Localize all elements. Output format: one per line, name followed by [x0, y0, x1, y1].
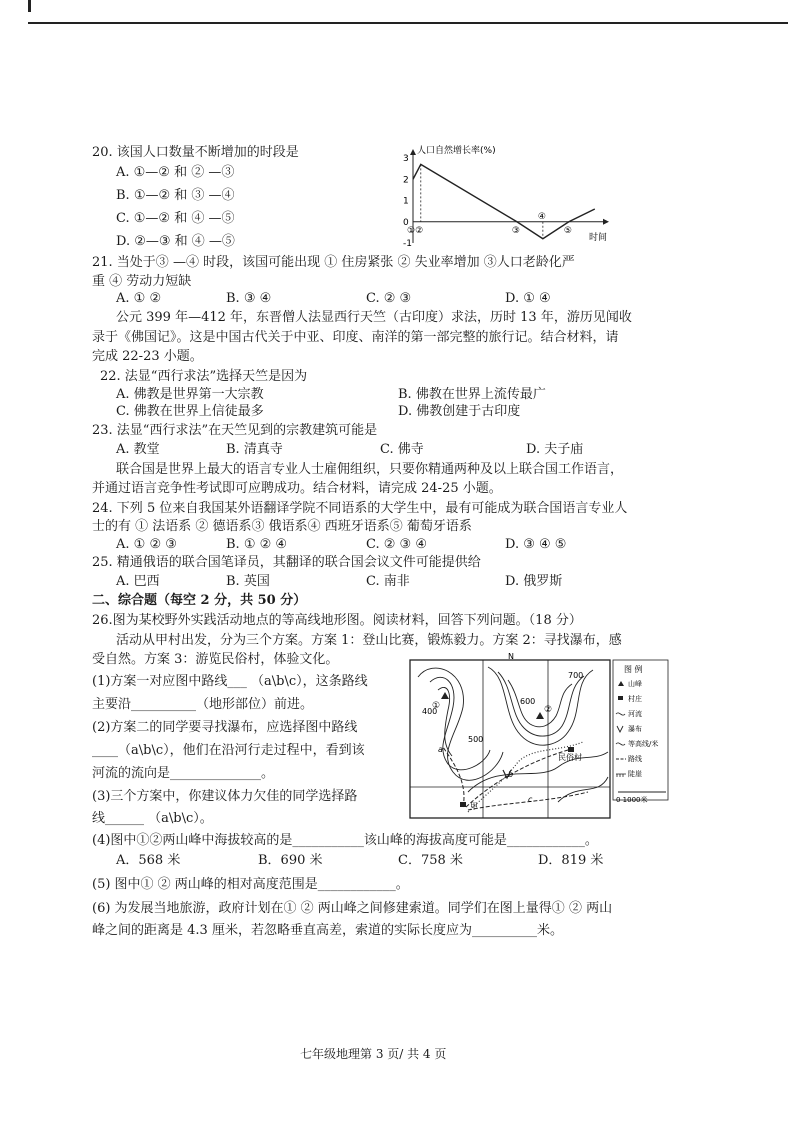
q21-option-c: C. ② ③: [366, 291, 412, 306]
contour-label-400: 400: [422, 707, 438, 716]
chart-y-axis-arrow: [410, 149, 416, 155]
passage2-line2: 并通过语言竞争性考试即可应聘成功。结合材料，请完成 24-25 小题。: [92, 481, 502, 496]
chart-point-label: ①②: [407, 225, 424, 236]
q26-part3-line1: (3)三个方案中，你建议体力欠佳的同学选择路: [92, 789, 358, 804]
q26-part1-line2: 主要沿__________（地形部位）前进。: [92, 697, 314, 712]
chart-ylabel: 人口自然增长率(%): [417, 146, 496, 156]
q26-part4-option-d: D．819 米: [538, 853, 604, 868]
route-label-a: a: [438, 745, 443, 754]
legend-item-contour: 等高线/米: [628, 740, 659, 748]
q26-part1-line1: (1)方案一对应图中路线___ （a\b\c），这条路线: [92, 674, 368, 689]
q25-option-b: B. 英国: [226, 574, 270, 589]
legend-village-icon: [618, 696, 623, 700]
q26-part2-line3: 河流的流向是______________。: [92, 766, 275, 781]
q26-plan-line1: 活动从甲村出发，分为三个方案。方案 1：登山比赛，锻炼毅力。方案 2：寻找瀑布，感: [116, 633, 622, 648]
passage1-line3: 完成 22-23 小题。: [92, 349, 203, 364]
q26-part2-line1: (2)方案二的同学要寻找瀑布，应选择图中路线: [92, 720, 358, 735]
chart-ytick-label: 2: [403, 175, 409, 186]
q20-option-b: B. ①—② 和 ③ —④: [116, 188, 235, 203]
peak-2-label: ②: [544, 705, 553, 715]
q24-option-d: D. ③ ④ ⑤: [505, 537, 567, 552]
q24-option-a: A. ① ② ③: [116, 537, 177, 552]
q20-option-a: A. ①—② 和 ② —③: [116, 165, 235, 180]
legend-item-river: 河流: [628, 710, 642, 718]
legend-item-route: 路线: [628, 755, 642, 763]
chart-point-label: ④: [537, 211, 546, 222]
legend-item-village: 村庄: [628, 695, 642, 703]
village-jia-icon: [460, 802, 466, 807]
q20-stem: 20. 该国人口数量不断增加的时段是: [92, 145, 299, 160]
q26-part4: (4)图中①②两山峰中海拔较高的是___________该山峰的海拔高度可能是____________。: [92, 833, 598, 848]
chart-ytick-label: 3: [403, 154, 409, 164]
q26-part4-option-a: A．568 米: [116, 853, 181, 868]
page-corner-mark: [28, 0, 31, 12]
chart-axes: [403, 149, 609, 249]
peak-1-label: ①: [432, 701, 441, 711]
q26-part2-line2: ____（a\b\c），他们在沿河行走过程中，看到该: [92, 743, 365, 758]
top-rule: [28, 22, 788, 24]
passage1-line1: 公元 399 年—412 年，东晋僧人法显西行天竺（古印度）求法，历时 13 年，游历见闻收: [116, 310, 632, 325]
map-scale-label: 0 1000米: [616, 796, 648, 804]
q26-part4-option-b: B．690 米: [258, 853, 323, 868]
chart-ytick-label: -1: [403, 239, 412, 249]
q24-stem-line2: 士的有 ① 法语系 ② 德语系③ 俄语系④ 西班牙语系⑤ 葡萄牙语系: [92, 519, 472, 534]
q23-stem: 23. 法显“西行求法”在天竺见到的宗教建筑可能是: [92, 423, 378, 438]
legend-title: 图 例: [624, 665, 643, 674]
q21-option-a: A. ① ②: [116, 291, 162, 306]
q22-option-d: D. 佛教创建于古印度: [398, 404, 521, 419]
folk-village-icon: [568, 747, 574, 752]
q22-stem: 22. 法显“西行求法”选择天竺是因为: [100, 369, 308, 384]
page-footer: 七年级地理第 3 页/ 共 4 页: [300, 1047, 447, 1061]
village-jia-label: 甲: [470, 802, 478, 811]
q24-stem-line1: 24. 下列 5 位来自我国某外语翻译学院不同语系的大学生中，最有可能成为联合国语言专业人: [92, 501, 628, 516]
q22-option-a: A. 佛教是世界第一大宗教: [116, 387, 264, 402]
section2-title: 二、综合题（每空 2 分，共 50 分）: [92, 593, 307, 608]
q25-option-d: D. 俄罗斯: [505, 574, 563, 589]
q26-part3-line2: 线______ （a\b\c）。: [92, 811, 213, 826]
legend-item-waterfall: 瀑布: [628, 725, 642, 733]
chart-ytick-label: 0: [403, 217, 409, 228]
contour-label-700: 700: [568, 671, 584, 680]
q22-option-b: B. 佛教在世界上流传最广: [398, 387, 546, 402]
q26-plan-line2: 受自然。方案 3：游览民俗村，体验文化。: [92, 652, 339, 667]
q21-stem-line1: 21. 当处于③ —④ 时段，该国可能出现 ① 住房紧张 ② 失业率增加 ③人口老龄化严: [92, 255, 575, 270]
map-north-label: N: [508, 652, 514, 661]
q20-option-d: D. ②—③ 和 ④ —⑤: [116, 234, 235, 249]
folk-village-label: 民俗村: [558, 753, 582, 762]
q20-option-c: C. ①—② 和 ④ —⑤: [116, 211, 235, 226]
contour-map: [408, 652, 670, 820]
q25-option-c: C. 南非: [366, 574, 410, 589]
q21-stem-line2: 重 ④ 劳动力短缺: [92, 274, 192, 289]
chart-marks: [407, 164, 595, 238]
passage2-line1: 联合国是世界上最大的语言专业人士雇佣组织，只要你精通两种及以上联合国工作语言，: [116, 462, 624, 477]
chart-ytick-label: 1: [403, 196, 409, 207]
chart-point-label: ⑤: [563, 225, 572, 236]
route-label-c: c: [528, 795, 533, 804]
route-label-b: b: [508, 770, 514, 779]
q26-part6-line1: (6) 为发展当地旅游，政府计划在① ② 两山峰之间修建索道。同学们在图上量得① ② 两山: [92, 901, 613, 916]
chart-point-label: ③: [511, 225, 520, 236]
q24-option-b: B. ① ② ④: [226, 537, 288, 552]
q26-part5: (5) 图中① ② 两山峰的相对高度范围是____________。: [92, 877, 409, 892]
population-growth-chart: [395, 140, 615, 250]
q25-stem: 25. 精通俄语的联合国笔译员，其翻译的联合国会议文件可能提供给: [92, 555, 481, 570]
legend-item-cliff: 陡崖: [628, 770, 642, 778]
q23-option-c: C. 佛寺: [380, 442, 424, 457]
q25-option-a: A. 巴西: [116, 574, 160, 589]
q24-option-c: C. ② ③ ④: [366, 537, 427, 552]
q26-part6-line2: 峰之间的距离是 4.3 厘米，若忽略垂直高差，索道的实际长度应为__________米。: [92, 923, 563, 938]
legend-item-peak: 山峰: [628, 680, 642, 688]
q26-intro: 26.图为某校野外实践活动地点的等高线地形图。阅读材料，回答下列问题。（18 分）: [92, 613, 582, 628]
q23-option-d: D. 夫子庙: [526, 442, 584, 457]
q26-part4-option-c: C．758 米: [398, 853, 463, 868]
contour-label-600: 600: [520, 697, 536, 706]
passage1-line2: 录于《佛国记》。这是中国古代关于中亚、印度、南洋的第一部完整的旅行记。结合材料，请: [92, 330, 619, 345]
q21-option-b: B. ③ ④: [226, 291, 272, 306]
chart-xlabel: 时间: [589, 233, 608, 243]
q21-option-d: D. ① ④: [505, 291, 551, 306]
contour-label-500: 500: [468, 735, 484, 744]
q22-option-c: C. 佛教在世界上信徒最多: [116, 404, 264, 419]
chart-x-axis-arrow: [603, 219, 609, 225]
q23-option-a: A. 教堂: [116, 442, 160, 457]
q23-option-b: B. 清真寺: [226, 442, 283, 457]
